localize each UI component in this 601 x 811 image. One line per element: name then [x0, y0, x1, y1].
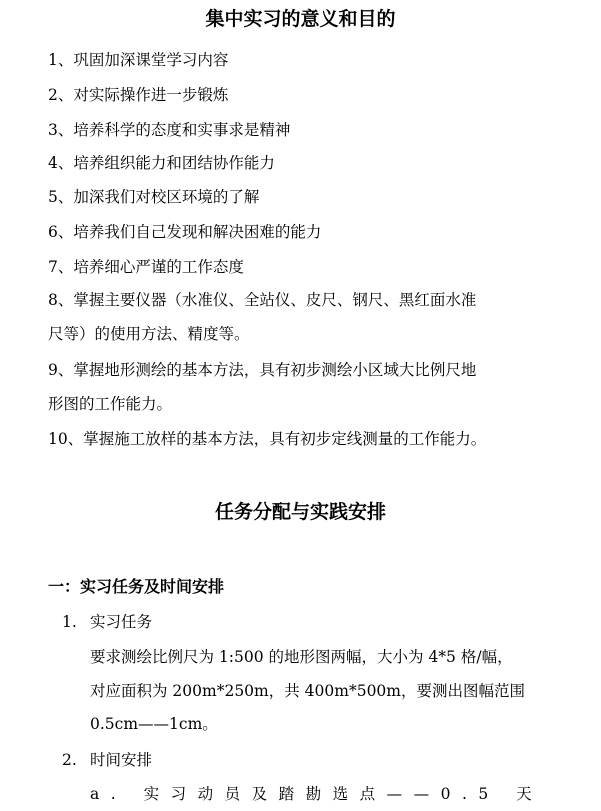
task-line: 对应面积为 200m*250m，共 400m*500m，要测出图幅范围	[90, 682, 525, 700]
list-item: 3、培养科学的态度和实事求是精神	[48, 121, 291, 139]
task-line: 要求测绘比例尺为 1:500 的地形图两幅，大小为 4*5 格/幅，	[90, 648, 513, 666]
list-item: 7、培养细心严谨的工作态度	[48, 258, 244, 276]
list-item: 6、培养我们自己发现和解决困难的能力	[48, 223, 322, 241]
task-number: 1.	[62, 613, 77, 631]
section2-subheading: 一：实习任务及时间安排	[48, 577, 225, 596]
section1-title: 集中实习的意义和目的	[205, 8, 396, 30]
task-label: 实习任务	[90, 613, 153, 631]
list-item: 1、巩固加深课堂学习内容	[48, 51, 229, 69]
list-item: 5、加深我们对校区环境的了解	[48, 188, 260, 206]
list-item: 8、掌握主要仪器（水准仪、全站仪、皮尺、钢尺、黑红面水准	[48, 291, 477, 309]
schedule-label: 时间安排	[90, 751, 153, 769]
list-item: 2、对实际操作进一步锻炼	[48, 86, 229, 104]
list-item: 4、培养组织能力和团结协作能力	[48, 154, 275, 172]
list-item: 9、掌握地形测绘的基本方法，具有初步测绘小区域大比例尺地	[48, 361, 477, 379]
task-line: 0.5cm——1cm。	[90, 715, 218, 733]
list-item-continuation: 尺等）的使用方法、精度等。	[48, 325, 250, 343]
section2-title: 任务分配与实践安排	[214, 501, 386, 523]
list-item-continuation: 形图的工作能力。	[48, 395, 173, 413]
schedule-number: 2.	[62, 751, 77, 769]
list-item: 10、掌握施工放样的基本方法，具有初步定线测量的工作能力。	[48, 430, 487, 448]
schedule-item: a. 实习动员及踏勘选点——0.5 天	[90, 785, 544, 803]
